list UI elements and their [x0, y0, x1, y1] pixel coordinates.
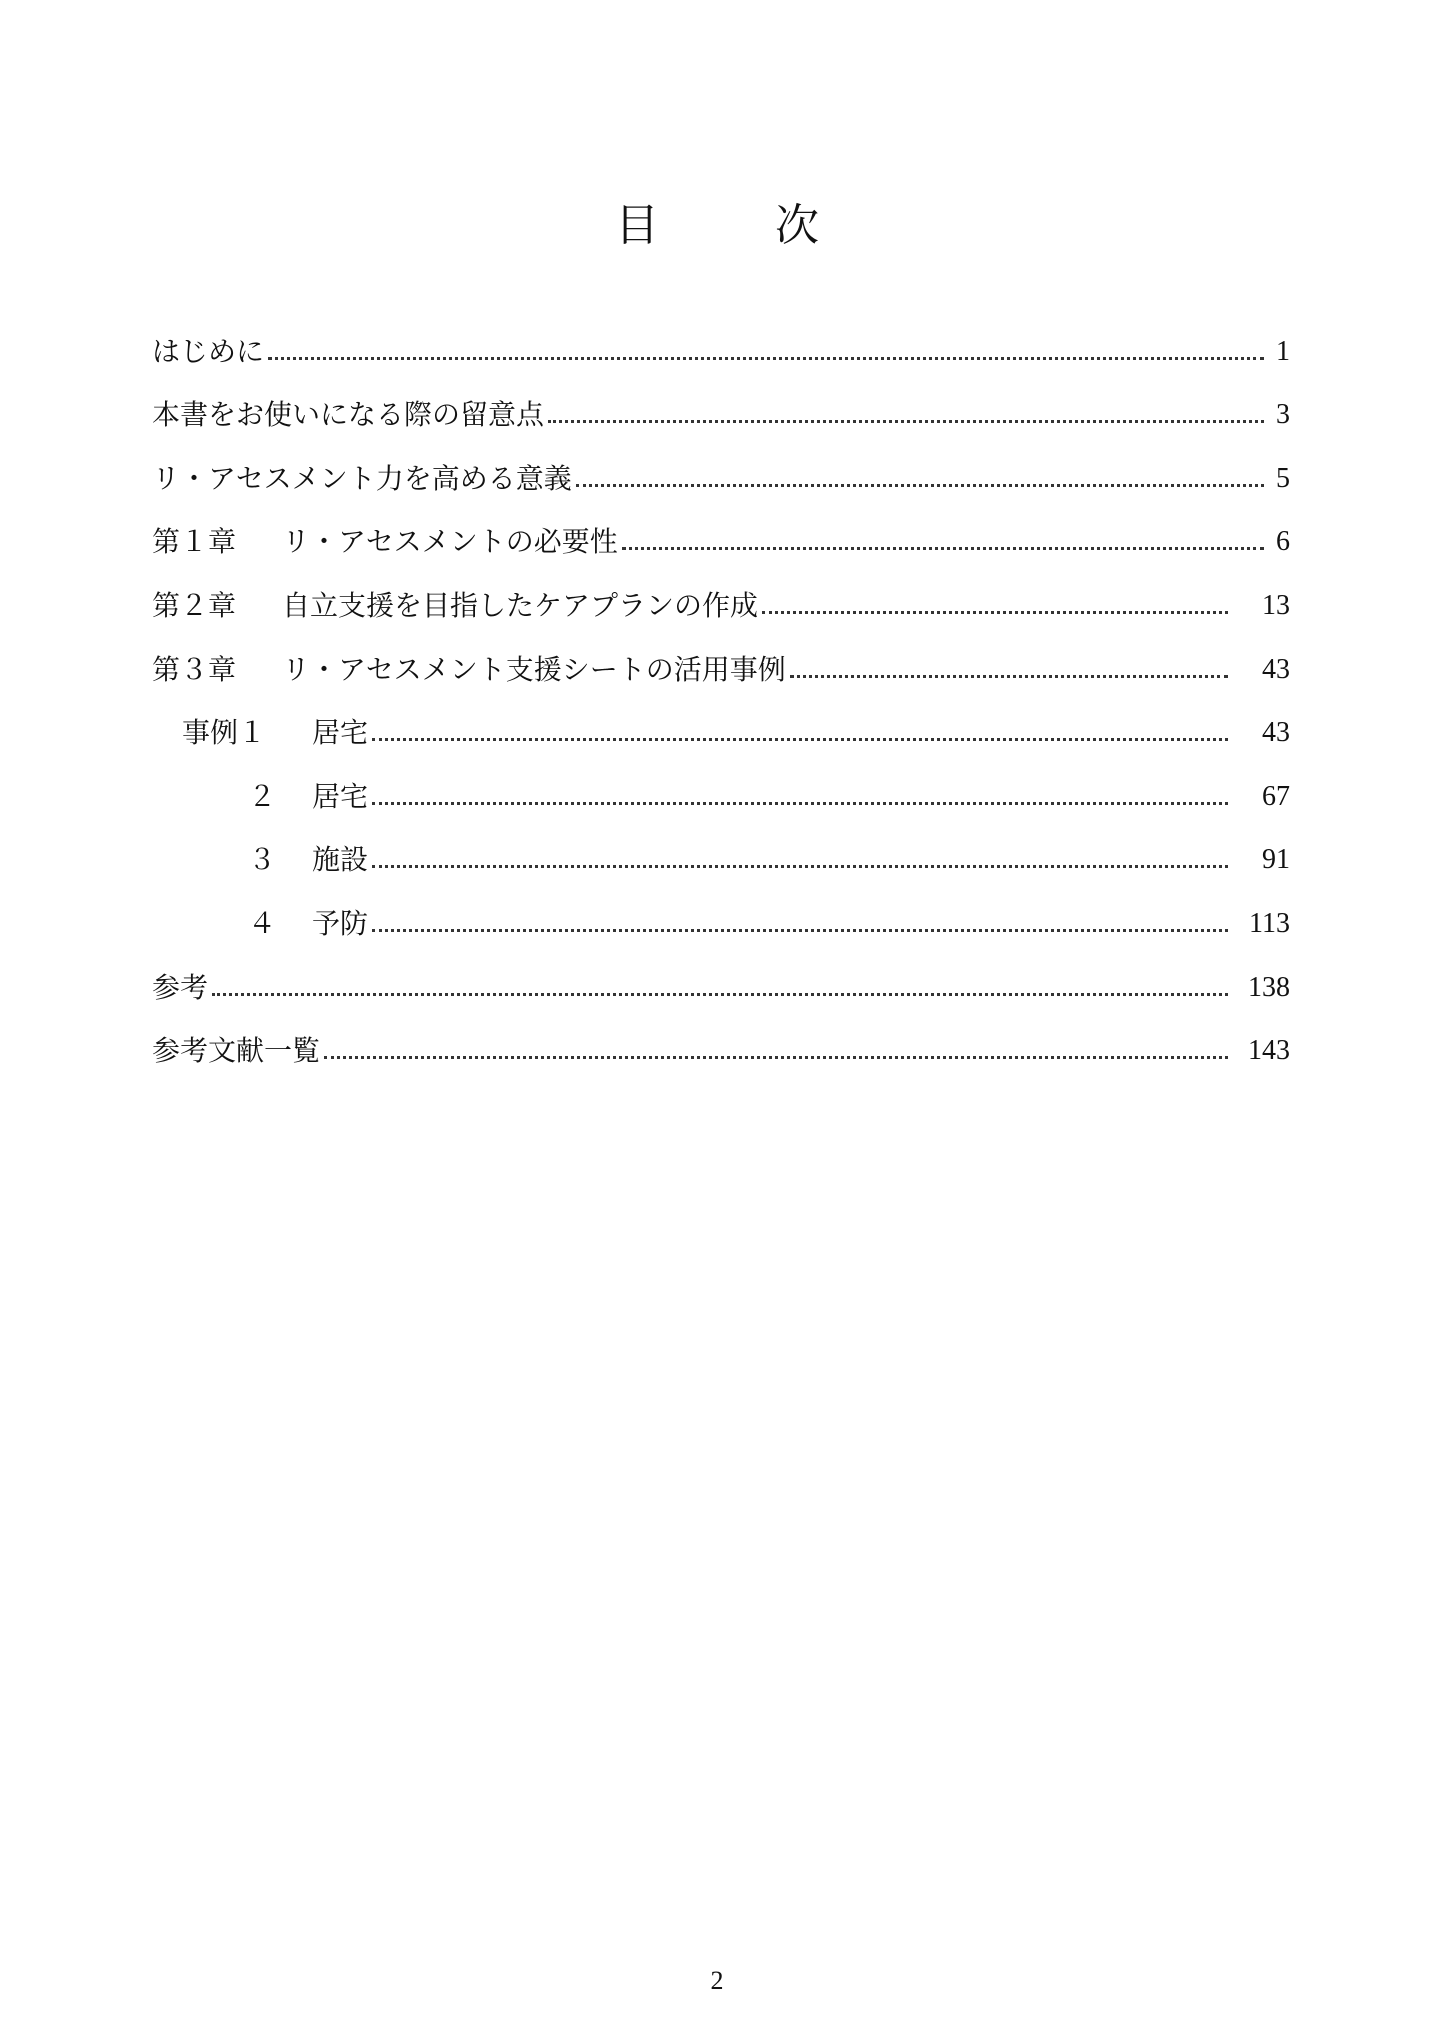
toc-entry-chapter-2[interactable] — [152, 562, 1290, 626]
toc-case-number: ４ — [248, 906, 277, 940]
toc-dot-leader — [372, 865, 1228, 868]
toc-dot-leader — [372, 802, 1228, 805]
toc-entry-case-2[interactable] — [152, 753, 1290, 817]
toc-chapter-number: 第３章 — [152, 652, 237, 686]
toc-entry-label: 参考 — [152, 970, 209, 1004]
toc-chapter-number: 第２章 — [152, 588, 237, 622]
toc-entry-page: 1 — [1276, 335, 1290, 367]
page-number: 2 — [710, 1966, 724, 1995]
toc-entry-label: 本書をお使いになる際の留意点 — [152, 398, 545, 432]
toc-entry-page: 138 — [1248, 971, 1290, 1003]
toc-case-number: 事例１ — [182, 716, 267, 750]
toc-dot-leader — [372, 738, 1228, 741]
toc-entry-introduction[interactable] — [152, 308, 1290, 372]
toc-dot-leader — [762, 611, 1228, 614]
toc-entry-label: 居宅 — [312, 779, 369, 813]
toc-chapter-number: 第１章 — [152, 525, 237, 559]
toc-entry-page: 143 — [1248, 1035, 1290, 1067]
toc-entry-page: 43 — [1262, 717, 1290, 749]
table-of-contents — [152, 308, 1290, 1071]
toc-entry-page: 3 — [1276, 399, 1290, 431]
toc-entry-case-4[interactable] — [152, 880, 1290, 944]
toc-entry-label: 予防 — [312, 906, 369, 940]
toc-entry-bibliography[interactable] — [152, 1008, 1290, 1072]
toc-case-number: ２ — [248, 779, 277, 813]
toc-entry-page: 91 — [1262, 844, 1290, 876]
toc-case-number: ３ — [248, 843, 277, 877]
toc-entry-label: リ・アセスメント力を高める意義 — [152, 461, 572, 495]
toc-entry-label: はじめに — [152, 334, 265, 368]
toc-entry-reference[interactable] — [152, 944, 1290, 1008]
toc-entry-chapter-3[interactable] — [152, 626, 1290, 690]
toc-entry-label: 施設 — [312, 843, 369, 877]
toc-dot-leader — [324, 1056, 1228, 1059]
toc-entry-case-1[interactable] — [152, 690, 1290, 754]
toc-entry-usage-notes[interactable] — [152, 372, 1290, 436]
toc-entry-page: 6 — [1276, 526, 1290, 558]
toc-dot-leader — [548, 420, 1264, 423]
toc-entry-page: 13 — [1262, 589, 1290, 621]
toc-dot-leader — [268, 357, 1264, 360]
toc-entry-chapter-1[interactable] — [152, 499, 1290, 563]
toc-dot-leader — [622, 547, 1264, 550]
toc-entry-label: リ・アセスメントの必要性 — [282, 525, 618, 559]
toc-entry-case-3[interactable] — [152, 817, 1290, 881]
toc-entry-significance[interactable] — [152, 435, 1290, 499]
toc-dot-leader — [372, 929, 1228, 932]
toc-entry-label: 参考文献一覧 — [152, 1034, 321, 1068]
toc-dot-leader — [212, 993, 1228, 996]
toc-entry-label: リ・アセスメント支援シートの活用事例 — [282, 652, 786, 686]
page-title-char-2: 次 — [775, 200, 819, 251]
toc-entry-page: 67 — [1262, 780, 1290, 812]
toc-entry-label: 自立支援を目指したケアプランの作成 — [282, 588, 759, 622]
toc-entry-page: 43 — [1262, 653, 1290, 685]
toc-entry-page: 5 — [1276, 462, 1290, 494]
page-title — [0, 196, 1434, 256]
toc-dot-leader — [790, 675, 1228, 678]
toc-entry-label: 居宅 — [312, 716, 369, 750]
page-title-char-1: 目 — [615, 200, 659, 251]
toc-dot-leader — [576, 484, 1264, 487]
toc-entry-page: 113 — [1249, 907, 1290, 939]
